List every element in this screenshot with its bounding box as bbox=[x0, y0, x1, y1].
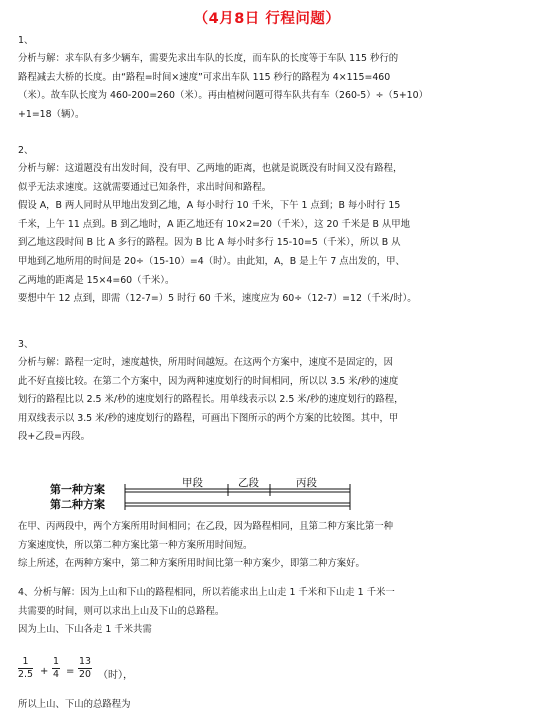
section-1-number: 1、 bbox=[18, 35, 34, 46]
text-line: 分析与解：这道题没有出发时间，没有甲、乙两地的距离，也就是说既没有时间又没有路程， bbox=[18, 163, 403, 174]
fraction-13-over-20 bbox=[78, 656, 92, 681]
fraction-numerator: 1 bbox=[53, 656, 59, 667]
plan-2-label: 第二种方案 bbox=[50, 498, 105, 511]
section-3-conclusion bbox=[18, 518, 518, 574]
section-3-paragraph bbox=[18, 354, 518, 447]
text-line: 共需要的时间，则可以求出上山及下山的总路程。 bbox=[18, 605, 225, 617]
fraction-equation bbox=[18, 656, 218, 690]
page-title: （4月8日 行程问题） bbox=[193, 11, 341, 27]
text-line: 似乎无法求速度。这就需要通过已知条件，求出时间和路程。 bbox=[18, 181, 272, 193]
fraction-numerator: 13 bbox=[79, 656, 91, 667]
section-3-number: 3、 bbox=[18, 339, 34, 350]
fraction-numerator: 1 bbox=[18, 656, 33, 669]
text-line: 到乙地这段时间 B 比 A 多行的路程。因为 B 比 A 每小时多行 15-10=5（千米），所以 B 从 bbox=[18, 237, 401, 249]
section-4-paragraph bbox=[18, 584, 518, 640]
text-line: 综上所述，在两种方案中，第二种方案所用时间比第一种方案少，即第二种方案好。 bbox=[18, 558, 365, 570]
plus-sign: + bbox=[40, 666, 49, 677]
text-line: 路程减去大桥的长度。由“路程=时间×速度”可求出车队 115 秒行的路程为 4×115=460 bbox=[18, 71, 391, 83]
text-line: 乙两地的距离是 15×4=60（千米）。 bbox=[18, 274, 175, 286]
section-4-last-line bbox=[18, 696, 518, 715]
text-line: 4、分析与解：因为上山和下山的路程相同，所以若能求出上山走 1 千米和下山走 1 千米一 bbox=[18, 587, 395, 598]
segment-yi-label: 乙段 bbox=[238, 477, 259, 489]
text-line: 假设 A，B 两人同时从甲地出发到乙地，A 每小时行 10 千米，下午 1 点到；B 每小时行 15 bbox=[18, 200, 401, 212]
unit-text: （时）， bbox=[98, 670, 133, 681]
fraction-denominator: 4 bbox=[53, 669, 59, 680]
text-line: 分析与解：路程一定时，速度越快，所用时间越短。在这两个方案中，速度不是固定的，因 bbox=[18, 357, 394, 368]
text-line: 甲地到乙地所用的时间是 20÷（15-10）=4（时）。由此知，A，B 是上午 7 点出发的，甲、 bbox=[18, 255, 405, 267]
section-2-paragraph bbox=[18, 160, 518, 309]
segment-jia-label: 甲段 bbox=[182, 477, 203, 489]
text-line: 分析与解：求车队有多少辆车，需要先求出车队的长度，而车队的长度等于车队 115 秒行的 bbox=[18, 53, 399, 64]
text-line: 段+乙段=丙段。 bbox=[18, 431, 90, 443]
fraction-denominator: 2.5 bbox=[18, 669, 33, 680]
text-line: +1=18（辆）。 bbox=[18, 108, 85, 120]
text-line: 要想中午 12 点到，即需（12-7=）5 时行 60 千米，速度应为 60÷（12-7）=12（千米/时）。 bbox=[18, 293, 417, 305]
section-2-number: 2、 bbox=[18, 145, 34, 156]
text-line: 用双线表示以 3.5 米/秒的速度划行的路程，可画出下图所示的两个方案的比较图。其中，甲 bbox=[18, 412, 399, 424]
plan-comparison-diagram bbox=[50, 474, 370, 514]
text-line: 所以上山、下山的总路程为 bbox=[18, 699, 131, 710]
section-1-paragraph bbox=[18, 50, 518, 124]
equals-sign: = bbox=[66, 666, 75, 677]
text-line: 在甲、丙两段中，两个方案所用时间相同；在乙段，因为路程相同，且第二种方案比第一种 bbox=[18, 521, 394, 532]
segment-bing-label: 丙段 bbox=[296, 477, 317, 489]
text-line: （米）。故车队长度为 460-200=260（米）。再由植树问题可得车队共有车（260-5）÷（5+10） bbox=[18, 90, 428, 102]
text-line: 方案速度快，所以第二种方案比第一种方案所用时间短。 bbox=[18, 539, 253, 551]
fraction-denominator: 20 bbox=[79, 669, 91, 680]
fraction-one-over-4 bbox=[52, 656, 60, 681]
text-line: 因为上山、下山各走 1 千米共需 bbox=[18, 624, 152, 636]
text-line: 千米，上午 11 点到。B 到乙地时，A 距乙地还有 10×2=20（千米），这 20 千米是 B 从甲地 bbox=[18, 218, 411, 230]
fraction-one-over-2-5 bbox=[18, 656, 33, 681]
plan-1-label: 第一种方案 bbox=[50, 483, 105, 496]
text-line: 划行的路程比以 2.5 米/秒的速度划行的路程长。用单线表示以 2.5 米/秒的速度划行的路程， bbox=[18, 394, 404, 406]
text-line: 此不好直接比较。在第二个方案中，因为两种速度划行的时间相同，所以以 3.5 米/秒的速度 bbox=[18, 375, 399, 387]
